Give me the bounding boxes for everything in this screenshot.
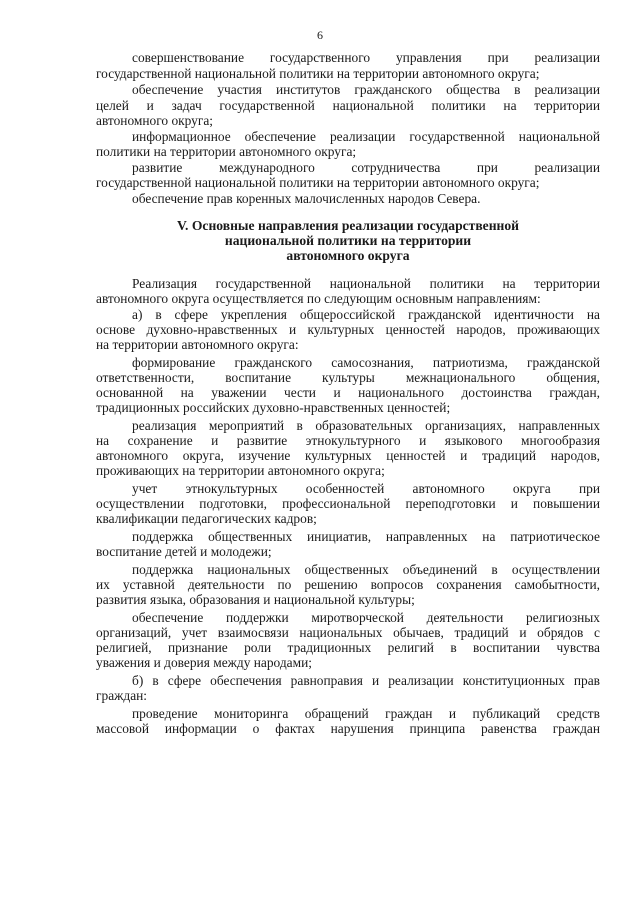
text-line: Реализация государственной национальной политики на территории xyxy=(132,276,600,291)
text-line: проживающих на территории автономного округа; xyxy=(96,463,385,478)
text-line: проведение мониторинга обращений граждан и публикаций средств xyxy=(132,706,600,721)
text-line: основе духовно-нравственных и культурных ценностей народов, проживающих xyxy=(96,322,600,337)
text-line: развитие международного сотрудничества при реализации xyxy=(132,160,600,175)
text-line: обеспечение прав коренных малочисленных народов Севера. xyxy=(132,191,481,206)
text-line: государственной национальной политики на территории автономного округа; xyxy=(96,175,540,190)
text-line: политики на территории автономного округа; xyxy=(96,144,357,159)
text-line: развития языка, образования и национальной культуры; xyxy=(96,592,415,607)
text-line: автономного округа осуществляется по следующим основным направлениям: xyxy=(96,291,541,306)
text-line: их уставной деятельности по решению вопросов сохранения самобытности, xyxy=(96,577,600,592)
text-line: квалификации педагогических кадров; xyxy=(96,511,317,526)
text-line: обеспечение участия институтов гражданского общества в реализации xyxy=(132,82,600,97)
text-line: массовой информации о фактах нарушения принципа равенства граждан xyxy=(96,721,600,736)
text-line: реализация мероприятий в образовательных организациях, направленных xyxy=(132,418,600,433)
text-line: граждан: xyxy=(96,688,148,703)
text-line: автономного округа, изучение культурных ценностей и традиций народов, xyxy=(96,448,600,463)
text-line: на сохранение и развитие этнокультурного и языкового многообразия xyxy=(96,433,600,448)
text-line: воспитание детей и молодежи; xyxy=(96,544,272,559)
text-line: обеспечение поддержки миротворческой деятельности религиозных xyxy=(132,610,600,625)
text-line: традиционных российских духовно-нравственных ценностей; xyxy=(96,400,451,415)
text-line: автономного округа; xyxy=(96,113,214,128)
text-line: информационное обеспечение реализации государственной национальной xyxy=(132,129,600,144)
text-line: религией, признание роли традиционных религий в воспитании чувства xyxy=(96,640,600,655)
text-line: осуществлении подготовки, профессиональной переподготовки и повышении xyxy=(96,496,600,511)
text-line: государственной национальной политики на территории автономного округа; xyxy=(96,66,540,81)
text-line: организаций, учет взаимосвязи национальных обычаев, традиций и обрядов с xyxy=(96,625,600,640)
text-line: б) в сфере обеспечения равноправия и реализации конституционных прав xyxy=(132,673,600,688)
text-line: учет этнокультурных особенностей автономного округа при xyxy=(132,481,600,496)
text-line: формирование гражданского самосознания, патриотизма, гражданской xyxy=(132,355,600,370)
text-line: поддержка национальных общественных объединений в осуществлении xyxy=(132,562,600,577)
text-line: целей и задач государственной национальной политики на территории xyxy=(96,98,600,113)
text-line: поддержка общественных инициатив, направленных на патриотическое xyxy=(132,529,600,544)
text-line: уважения и доверия между народами; xyxy=(96,655,312,670)
text-line: а) в сфере укрепления общероссийской гражданской идентичности на xyxy=(132,307,600,322)
text-line: ответственности, воспитание культуры межнационального общения, xyxy=(96,370,600,385)
text-line: основанной на уважении чести и национального достоинства граждан, xyxy=(96,385,600,400)
section-heading-line: V. Основные направления реализации государственной xyxy=(176,218,520,233)
page-number: 6 xyxy=(317,28,323,42)
section-heading-line: автономного округа xyxy=(286,248,410,263)
text-line: на территории автономного округа: xyxy=(96,337,299,352)
section-heading-line: национальной политики на территории xyxy=(224,233,472,248)
text-line: совершенствование государственного управления при реализации xyxy=(132,50,600,65)
